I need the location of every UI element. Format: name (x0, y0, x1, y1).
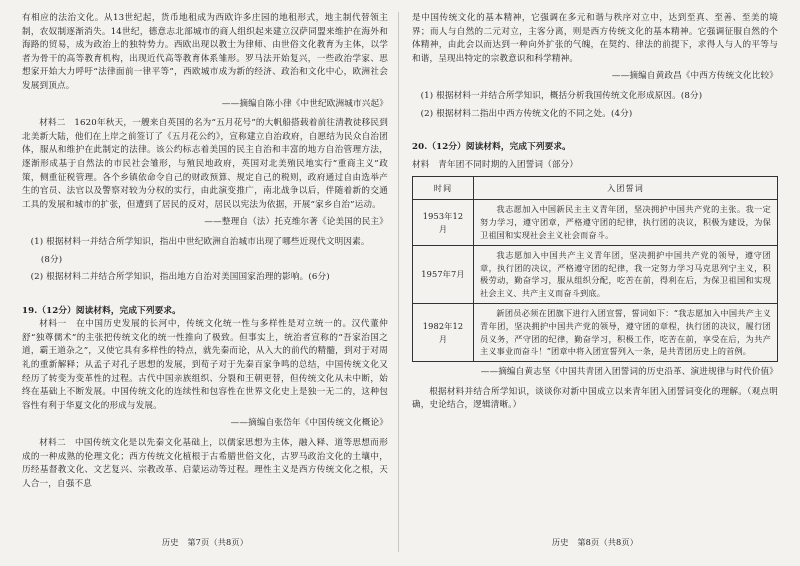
material-2-source: ——整理自（法）托克维尔著《论美国的民主》 (204, 217, 388, 228)
oath-table-header-row (413, 177, 778, 200)
page-divider (398, 12, 399, 552)
row-time: 1957年7月 (413, 245, 474, 303)
q19-material-2-source: ——摘编自黄政昌《中西方传统文化比较》 (611, 71, 778, 82)
header-time: 时间 (413, 177, 474, 200)
row-time: 1953年12月 (413, 200, 474, 245)
oath-table (412, 176, 778, 362)
table-row (413, 303, 778, 361)
page-8 (412, 12, 778, 554)
material-1-source: ——摘编自陈小律《中世纪欧洲城市兴起》 (221, 98, 388, 109)
table-row (413, 245, 778, 303)
oath-table-source: ——摘编自黄志坚《中国共青团入团誓词的历史沿革、演进规律与时代价值》 (480, 367, 778, 378)
q19-material-1-source: ——摘编自张岱年《中国传统文化概论》 (230, 418, 388, 429)
q19-material-1: 材料一 在中国历史发展的长河中，传统文化统一性与多样性是对立统一的。汉代董仲舒“独尊儒术”的主张把传统文化的统一性推向了极致。但事实上，统治者宣称的“吾家治国之道，霸王道杂之”，又使它具有多样性的特点，就先秦而论，从入大的前代的精髓，到对于对周礼的重新解释；从孟子对孔子思想的发展，到荀子对于先秦百家争鸣的总结，中国传统文化又经历了转变为变革性的过程。古代中国亲族组织、分裂和王朝更替，但传统文化从未中断，始终在基础上不断发展。中国传统文化的连续性和包容性在世界文化史上是独一无二的，这种包容性有利于华夏文化的形成与发展。 (22, 319, 388, 411)
q19-material-2: 材料二 中国传统文化是以先秦文化基础上，以儒家思想为主体，融入释、道等思想而形成的一种成熟的伦理文化；西方传统文化植根于古希腊世俗文化，古罗马政治文化的土壤中，历经基督教文化、文艺复兴、宗教改革、启蒙运动等过程。理性主义是西方传统文化之根，天人合一，自强不息 (22, 438, 388, 489)
page-footer-left (22, 536, 388, 550)
page-7 (22, 12, 388, 554)
row-oath: 我志愿加入中国新民主主义青年团，坚决拥护中国共产党的主张。我一定努力学习，遵守团章，严格遵守团的纪律，执行团的决议，积极为建设，为保卫祖国和实现社会主义社会而奋斗。 (474, 200, 778, 245)
material-2: 材料二 1620年秋天，一艘来自英国的名为“五月花号”的大帆船搭载着前往清教徒移民到北美新大陆，他们在上岸之前签订了《五月花公约》，宣称建立自治政府，自愿结为民众自治团体，服从和维护在此制定的法律。该公约标志着美国的民主自治和丰富的地方自治管理方法，逐渐形成基于自然法的市民社会雏形，与殖民地政府，英国对北美殖民地实行“重商主义”政策，侧重征税管理。各个乡镇依命令自己的财政预算、规定自己的税则，政府通过自由选举产生的官员、法官以及警察对较为分权的实行，由此演变推广，南北战争以后，伴随着新的交通工具的发展和城市的扩张，但遭到了居民的反对，居民以宪法为依据，开展“家乡自治”运动。 (22, 118, 388, 210)
row-oath: 我志愿加入中国共产主义青年团，坚决拥护中国共产党的领导，遵守团章，执行团的决议，严格遵守团的纪律，我一定努力学习马克思列宁主义，积极劳动，勤奋学习，服从组织分配，吃苦在前，得利在后，为保卫祖国和实现社会主义、共产主义而奋斗到底。 (474, 245, 778, 303)
footer-page-number: 第8页（共8页） (577, 537, 639, 548)
row-time: 1982年12月 (413, 303, 474, 361)
question-20-heading: 20.（12分）阅读材料，完成下列要求。 (412, 142, 571, 153)
question-19-2: (2) 根据材料二指出中西方传统文化的不同之处。(4分) (420, 108, 633, 119)
question-18-2: (2) 根据材料二并结合所学知识，指出地方自治对美国国家治理的影响。(6分) (30, 272, 330, 283)
question-19-heading: 19.（12分）阅读材料，完成下列要求。 (22, 305, 181, 316)
footer-subject: 历史 (161, 537, 179, 548)
table-row (413, 200, 778, 245)
q20-material-caption: 材料 青年团不同时期的入团誓词（部分） (412, 159, 579, 170)
footer-subject: 历史 (551, 537, 569, 548)
question-20-task: 根据材料并结合所学知识，谈谈你对新中国成立以来青年团入团誓词变化的理解。（观点明确，史论结合，逻辑清晰。） (412, 386, 778, 411)
footer-page-number: 第7页（共8页） (187, 537, 249, 548)
question-19-1: (1) 根据材料一并结合所学知识，概括分析我国传统文化形成原因。(8分) (420, 90, 703, 101)
question-18-1: (1) 根据材料一并结合所学知识，指出中世纪欧洲自治城市出现了哪些近现代文明因素。 (30, 236, 370, 247)
page-footer-right (412, 536, 778, 550)
row-oath: 新团员必须在团旗下进行入团宣誓，誓词如下：“我志愿加入中国共产主义青年团，坚决拥护中国共产党的领导，遵守团的章程，执行团的决议，履行团员义务，严守团的纪律，勤奋学习，积极工作，吃苦在前，享受在后，为共产主义事业而奋斗！”团章中将入团宣誓列入一条，是共青团历史上的首例。 (474, 303, 778, 361)
material-1-continued: 有相应的法治文化。从13世纪起，货币地租成为西欧许多庄园的地租形式，地主制代替领主制，农奴制逐渐消失。14世纪，德意志北部城市的商人组织起来建立汉萨同盟来维护在海外和海路的贸易，成为政治上的独特势力。西欧出现以教士为律师、由世俗文化教育为主体，以学者为骨干的高等教育机构，出现近代高等教育体系雏形。罗马法开始复兴，一些政治学家、思想家开始大力呼吁“法律面前一律平等”，西欧城市成为新的经济、政治和文化中心，欧洲社会发展到顶点。 (22, 13, 388, 91)
q19-material-2-continued: 是中国传统文化的基本精神，它强调在多元和谐与秩序对立中，达到至真、至善、至美的境界；而人与自然的二元对立，主客分离，则是西方传统文化的基本精神。它强调征服自然的个体精神，由此会以而达到一种向外扩张的气魄，在契约、律法的前提下，求得人与人的平等与和谐，呈现出特定的宗教意识和科学精神。 (412, 13, 778, 64)
header-oath: 入团誓词 (474, 177, 778, 200)
question-18-1-points: (8分) (40, 254, 63, 265)
